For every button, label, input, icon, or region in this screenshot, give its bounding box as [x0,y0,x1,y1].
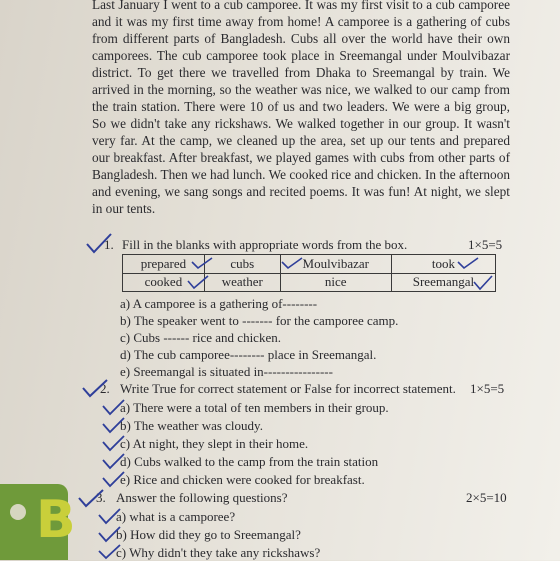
section2-item: b) The weather was cloudy. [120,418,263,433]
word-box-cell: nice [280,273,391,292]
reading-passage: Last January I went to a cub camporee. It was my first visit to a cub camporee and it was my first time away from home! A camporee is a gathering of cubs from different parts of Bangladesh. Cubs all over the world have their own camporees. The cub camporee took place in Sreemangal under Moulvibazar district. To get there we travelled from Dhaka to Sreemangal by train. We arrived in the morning, so the weather was nice, we walked to our camp from the train station. There were 10 of us and two leaders. We were a big group, So we didn't take any rickshaws. We walked together in our group. It wasn't very far. At the camp, we cleaned up the area, set up our tents and prepared our breakfast. After breakfast, we played games with cubs from other parts of Bangladesh. Then we had lunch. We cooked rice and chicken. In the afternoon and evening, we sang songs and recited poems. It was fun! At night, we slept in our tents. [92,0,510,216]
section1-marks: 1×5=5 [468,237,503,252]
word-box [122,254,496,292]
section2-marks: 1×5=5 [470,381,505,396]
word-box-cell: weather [204,273,280,292]
section3-item: a) what is a camporee? [116,509,236,524]
section3-marks: 2×5=10 [466,490,507,505]
section2-item: c) At night, they slept in their home. [120,436,309,451]
section3-item: b) How did they go to Sreemangal? [116,527,301,542]
section3-item: c) Why didn't they take any rickshaws? [116,545,321,560]
word-box-row [123,273,496,292]
section1-instruction: Fill in the blanks with appropriate words from the box. [122,237,408,252]
word-box-cell: cubs [204,255,280,274]
section2-number: 2. [100,381,110,396]
word-box-row [123,255,496,274]
section1-number: 1. [104,237,114,252]
word-box-cell: cooked [123,273,205,292]
sticker-image [0,484,76,560]
section1-item: e) Sreemangal is situated in---------------- [120,364,333,379]
sticker-letter-graphic: B [36,490,76,550]
section1-item: c) Cubs ------ rice and chicken. [120,330,281,345]
section1-item: d) The cub camporee-------- place in Sreemangal. [120,347,377,362]
word-box-cell: Sreemangal [391,273,495,292]
section2-item: d) Cubs walked to the camp from the train station [120,454,379,469]
section1-item: b) The speaker went to ------- for the camporee camp. [120,313,399,328]
section3-number: 3. [96,490,106,505]
word-box-cell: took [391,255,495,274]
sticker-dot [10,504,26,520]
section1-item: a) A camporee is a gathering of-------- [120,296,318,311]
word-box-cell: prepared [123,255,205,274]
section2-instruction: Write True for correct statement or False for incorrect statement. [120,381,456,396]
section3-instruction: Answer the following questions? [116,490,288,505]
section2-item: e) Rice and chicken were cooked for breakfast. [120,472,365,487]
word-box-cell: Moulvibazar [280,255,391,274]
section2-item: a) There were a total of ten members in their group. [120,400,389,415]
